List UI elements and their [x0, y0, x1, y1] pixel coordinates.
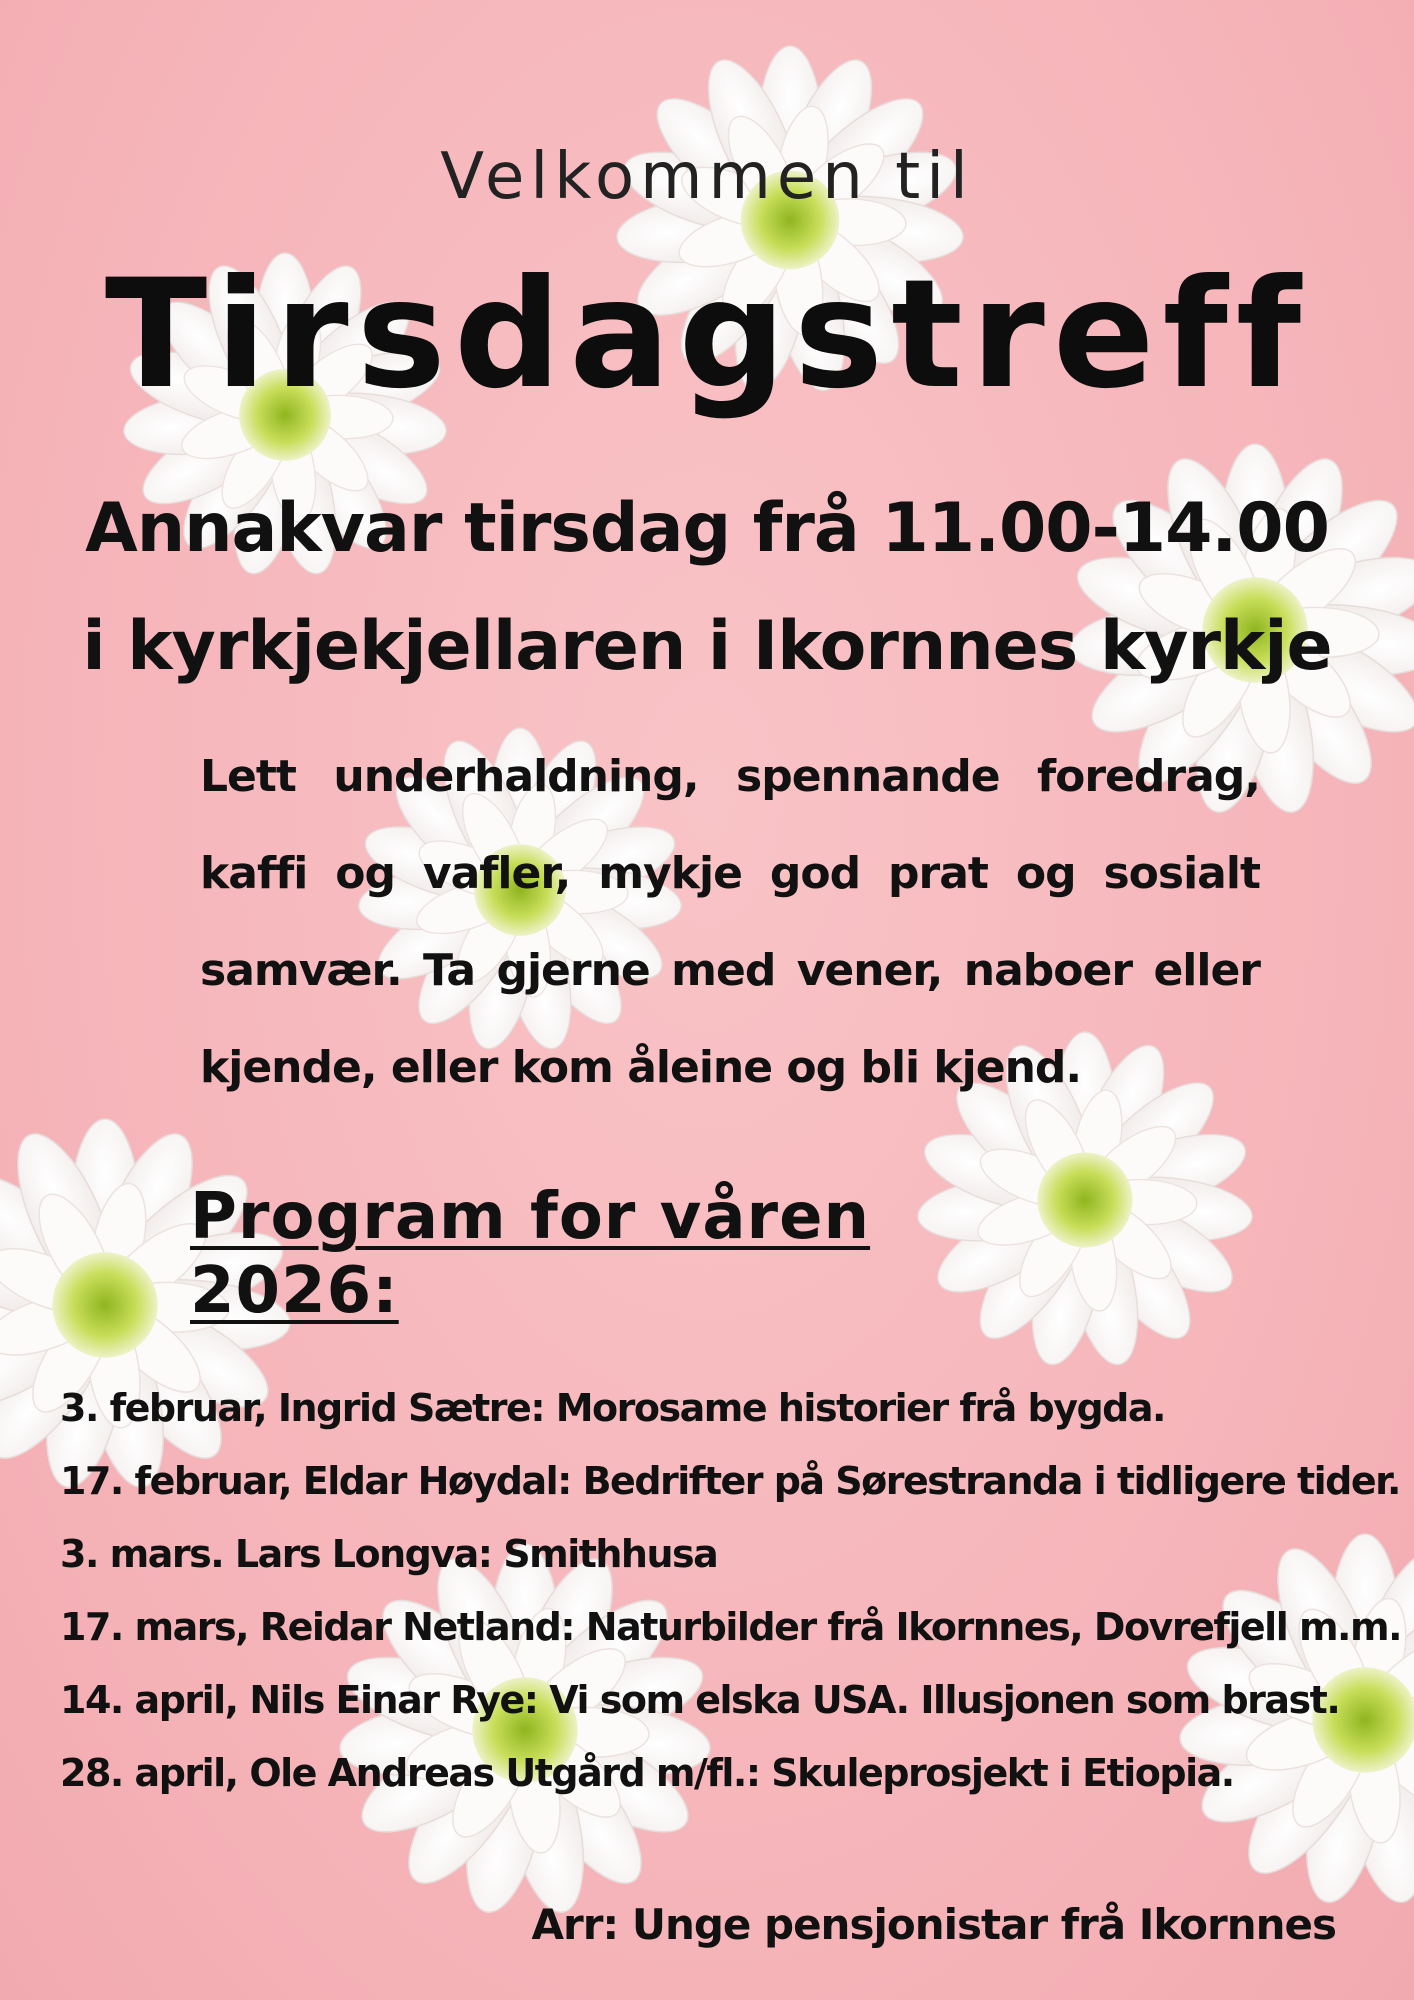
schedule-time-line: Annakvar tirsdag frå 11.00-14.00	[85, 489, 1329, 568]
program-item: 3. mars. Lars Longva: Smithhusa	[60, 1532, 718, 1576]
page-title: Tirsdagstreff	[104, 248, 1310, 422]
event-description: Lett underhaldning, spennande foredrag, kaffi og vafler, mykje god prat og sosialt samvær. Ta gjerne med vener, naboer eller kjende, eller kom åleine og bli kjend.	[200, 751, 1260, 1093]
welcome-text: Velkommen til	[440, 140, 974, 214]
program-item: 14. april, Nils Einar Rye: Vi som elska USA. Illusjonen som brast.	[60, 1678, 1340, 1722]
organizer-credit: Arr: Unge pensjonistar frå Ikornnes	[531, 1900, 1336, 1949]
program-list	[60, 1372, 1402, 1810]
schedule-location-line: i kyrkjekjellaren i Ikornnes kyrkje	[82, 607, 1332, 686]
program-item: 28. april, Ole Andreas Utgård m/fl.: Skuleprosjekt i Etiopia.	[60, 1751, 1234, 1795]
program-item: 3. februar, Ingrid Sætre: Morosame historier frå bygda.	[60, 1386, 1165, 1430]
schedule-info	[0, 470, 1414, 706]
program-item: 17. februar, Eldar Høydal: Bedrifter på Sørestranda i tidligere tider.	[60, 1459, 1400, 1503]
program-item: 17. mars, Reidar Netland: Naturbilder frå Ikornnes, Dovrefjell m.m.	[60, 1605, 1402, 1649]
program-heading: Program for våren 2026:	[190, 1180, 871, 1328]
